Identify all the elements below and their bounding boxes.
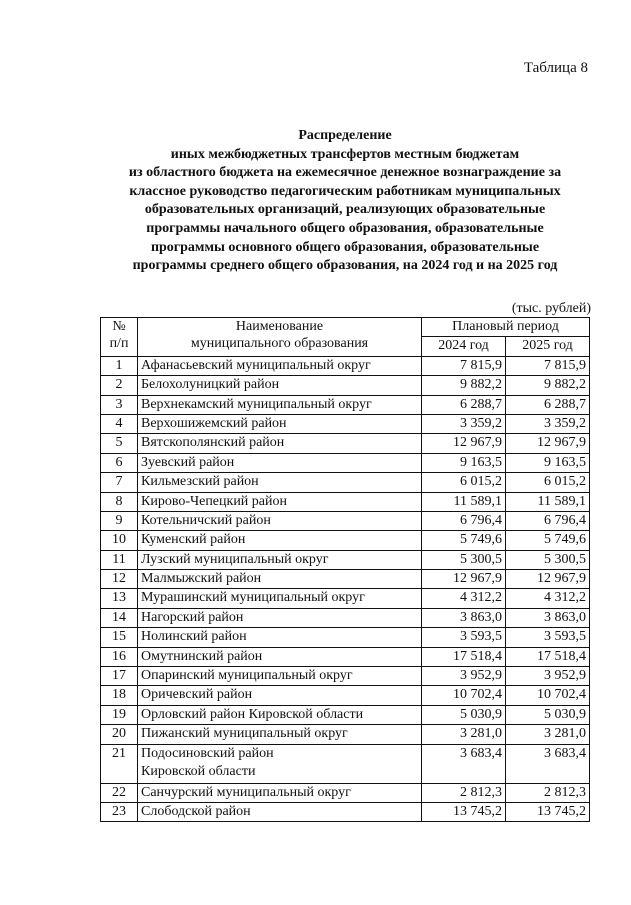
row-number: 22: [101, 783, 138, 802]
municipality-name-text: Опаринский муниципальный округ: [141, 668, 353, 684]
municipality-name-text: Белохолуницкий район: [141, 377, 280, 393]
value-2025: 3 593,5: [506, 628, 590, 647]
value-2024: 2 812,3: [422, 783, 506, 802]
title-line: образовательных организаций, реализующих образовательные: [144, 202, 546, 218]
row-number: 10: [101, 531, 138, 550]
table-row: [101, 531, 590, 550]
value-2024: 6 288,7: [422, 395, 506, 414]
value-2025: 11 589,1: [506, 492, 590, 511]
municipality-name: [138, 705, 422, 724]
table-row: [101, 511, 590, 530]
table-row: [101, 783, 590, 802]
value-2024: 17 518,4: [422, 647, 506, 666]
row-number: 23: [101, 802, 138, 821]
municipality-name: [138, 647, 422, 666]
value-2025: 3 952,9: [506, 667, 590, 686]
municipality-name: [138, 453, 422, 472]
header-name-line1: Наименование: [235, 319, 324, 334]
value-2024: 3 359,2: [422, 414, 506, 433]
row-number: 8: [101, 492, 138, 511]
municipality-name-text: Санчурский муниципальный округ: [141, 784, 351, 800]
municipality-name: [138, 667, 422, 686]
value-2025: 3 683,4: [506, 744, 590, 783]
value-2025: 6 015,2: [506, 473, 590, 492]
row-number: 3: [101, 395, 138, 414]
row-number: 14: [101, 608, 138, 627]
title-line: программы среднего общего образования, на 2024 год и на 2025 год: [132, 258, 558, 274]
municipality-name: [138, 783, 422, 802]
value-2025: 4 312,2: [506, 589, 590, 608]
municipality-name: [138, 608, 422, 627]
value-2024: 10 702,4: [422, 686, 506, 705]
municipality-name: [138, 395, 422, 414]
value-2025: 3 359,2: [506, 414, 590, 433]
value-2024: 7 815,9: [422, 356, 506, 375]
value-2025: 6 796,4: [506, 511, 590, 530]
header-period: Плановый период: [422, 318, 590, 337]
row-number: 15: [101, 628, 138, 647]
value-2024: 3 281,0: [422, 725, 506, 744]
header-name-line2: муниципального образования: [190, 336, 369, 351]
value-2024: 3 863,0: [422, 608, 506, 627]
municipality-name: [138, 376, 422, 395]
header-name: [138, 318, 422, 357]
table-row: [101, 608, 590, 627]
municipality-name-text-line2: Кировской области: [141, 763, 256, 779]
table-row: [101, 492, 590, 511]
value-2025: 12 967,9: [506, 570, 590, 589]
table-row: [101, 356, 590, 375]
table-row: [101, 434, 590, 453]
row-number: 21: [101, 744, 138, 783]
municipality-name-text: Зуевский район: [141, 454, 235, 470]
value-2025: 9 882,2: [506, 376, 590, 395]
municipality-name: [138, 511, 422, 530]
value-2025: 3 863,0: [506, 608, 590, 627]
municipality-name-text: Оричевский район: [141, 687, 253, 703]
value-2024: 13 745,2: [422, 802, 506, 821]
value-2025: 13 745,2: [506, 802, 590, 821]
value-2024: 5 749,6: [422, 531, 506, 550]
municipality-name: [138, 744, 422, 783]
value-2024: 12 967,9: [422, 434, 506, 453]
table-number-label: Таблица 8: [523, 60, 588, 76]
municipality-name-text: Куменский район: [141, 532, 246, 548]
municipality-name: [138, 802, 422, 821]
municipality-name-text: Афанасьевский муниципальный округ: [141, 357, 371, 373]
row-number: 1: [101, 356, 138, 375]
table-row: [101, 473, 590, 492]
title-line: классное руководство педагогическим работникам муниципальных: [129, 183, 561, 199]
row-number: 18: [101, 686, 138, 705]
municipality-name-text: Нолинский район: [141, 629, 247, 645]
header-number: [101, 318, 138, 357]
municipality-name-text: Кирово-Чепецкий район: [141, 493, 288, 509]
municipality-name: [138, 570, 422, 589]
municipality-name-text: Лузский муниципальный округ: [141, 551, 329, 567]
table-row: [101, 414, 590, 433]
value-2025: 7 815,9: [506, 356, 590, 375]
municipality-name: [138, 414, 422, 433]
value-2025: 9 163,5: [506, 453, 590, 472]
table-row: [101, 667, 590, 686]
title-line: иных межбюджетных трансфертов местным бюджетам: [170, 146, 520, 162]
table-row: [101, 453, 590, 472]
municipality-name-text: Подосиновский район: [141, 745, 274, 761]
table-row: [101, 570, 590, 589]
title-line: из областного бюджета на ежемесячное денежное вознаграждение за: [128, 165, 562, 181]
value-2024: 6 796,4: [422, 511, 506, 530]
municipality-name-text: Вятскополянский район: [141, 435, 285, 451]
municipality-name: [138, 589, 422, 608]
row-number: 5: [101, 434, 138, 453]
municipality-name-text: Мурашинский муниципальный округ: [141, 590, 365, 606]
table-row: [101, 647, 590, 666]
table-row: [101, 589, 590, 608]
header-year-2025: 2025 год: [506, 337, 590, 356]
municipality-name-text: Нагорский район: [141, 609, 244, 625]
municipality-name-text: Верхнекамский муниципальный округ: [141, 396, 372, 412]
value-2025: 5 030,9: [506, 705, 590, 724]
municipality-name: [138, 492, 422, 511]
value-2024: 5 300,5: [422, 550, 506, 569]
municipality-name: [138, 434, 422, 453]
row-number: 19: [101, 705, 138, 724]
municipality-name: [138, 473, 422, 492]
municipality-name: [138, 550, 422, 569]
title-line: программы основного общего образования, образовательные: [150, 239, 540, 255]
units-label: (тыс. рублей): [511, 301, 591, 316]
municipality-name-text: Котельничский район: [141, 512, 271, 528]
header-number-line1: №: [112, 319, 126, 334]
value-2025: 2 812,3: [506, 783, 590, 802]
row-number: 7: [101, 473, 138, 492]
title-line: программы начального общего образования, образовательные: [146, 220, 544, 236]
row-number: 11: [101, 550, 138, 569]
value-2024: 3 683,4: [422, 744, 506, 783]
value-2025: 5 300,5: [506, 550, 590, 569]
value-2025: 10 702,4: [506, 686, 590, 705]
value-2025: 5 749,6: [506, 531, 590, 550]
value-2024: 11 589,1: [422, 492, 506, 511]
table-row: [101, 744, 590, 783]
row-number: 20: [101, 725, 138, 744]
value-2025: 6 288,7: [506, 395, 590, 414]
value-2024: 12 967,9: [422, 570, 506, 589]
municipality-name: [138, 531, 422, 550]
value-2024: 9 882,2: [422, 376, 506, 395]
table-row: [101, 395, 590, 414]
value-2025: 3 281,0: [506, 725, 590, 744]
row-number: 4: [101, 414, 138, 433]
value-2024: 3 593,5: [422, 628, 506, 647]
value-2024: 6 015,2: [422, 473, 506, 492]
table-row: [101, 725, 590, 744]
value-2025: 17 518,4: [506, 647, 590, 666]
table-row: [101, 376, 590, 395]
header-year-2024: 2024 год: [422, 337, 506, 356]
table-row: [101, 705, 590, 724]
municipality-name-text: Кильмезский район: [141, 474, 259, 490]
municipality-name-text: Малмыжский район: [141, 571, 262, 587]
table-row: [101, 686, 590, 705]
municipality-name-text: Омутнинский район: [141, 648, 263, 664]
municipality-name-text: Орловский район Кировской области: [141, 706, 364, 722]
municipality-name: [138, 628, 422, 647]
distribution-table: [100, 317, 590, 822]
municipality-name: [138, 686, 422, 705]
row-number: 2: [101, 376, 138, 395]
value-2024: 3 952,9: [422, 667, 506, 686]
municipality-name: [138, 356, 422, 375]
row-number: 9: [101, 511, 138, 530]
value-2024: 4 312,2: [422, 589, 506, 608]
table-row: [101, 628, 590, 647]
municipality-name-text: Пижанский муниципальный округ: [141, 726, 348, 742]
table-body: [101, 356, 590, 822]
document-title: [100, 127, 590, 276]
municipality-name-text: Верхошижемский район: [141, 415, 287, 431]
municipality-name: [138, 725, 422, 744]
table-row: [101, 550, 590, 569]
value-2024: 5 030,9: [422, 705, 506, 724]
row-number: 12: [101, 570, 138, 589]
row-number: 17: [101, 667, 138, 686]
value-2024: 9 163,5: [422, 453, 506, 472]
value-2025: 12 967,9: [506, 434, 590, 453]
header-number-line2: п/п: [109, 336, 129, 351]
title-line: Распределение: [298, 128, 392, 143]
municipality-name-text: Слободской район: [141, 803, 251, 819]
table-row: [101, 802, 590, 821]
row-number: 6: [101, 453, 138, 472]
row-number: 13: [101, 589, 138, 608]
row-number: 16: [101, 647, 138, 666]
